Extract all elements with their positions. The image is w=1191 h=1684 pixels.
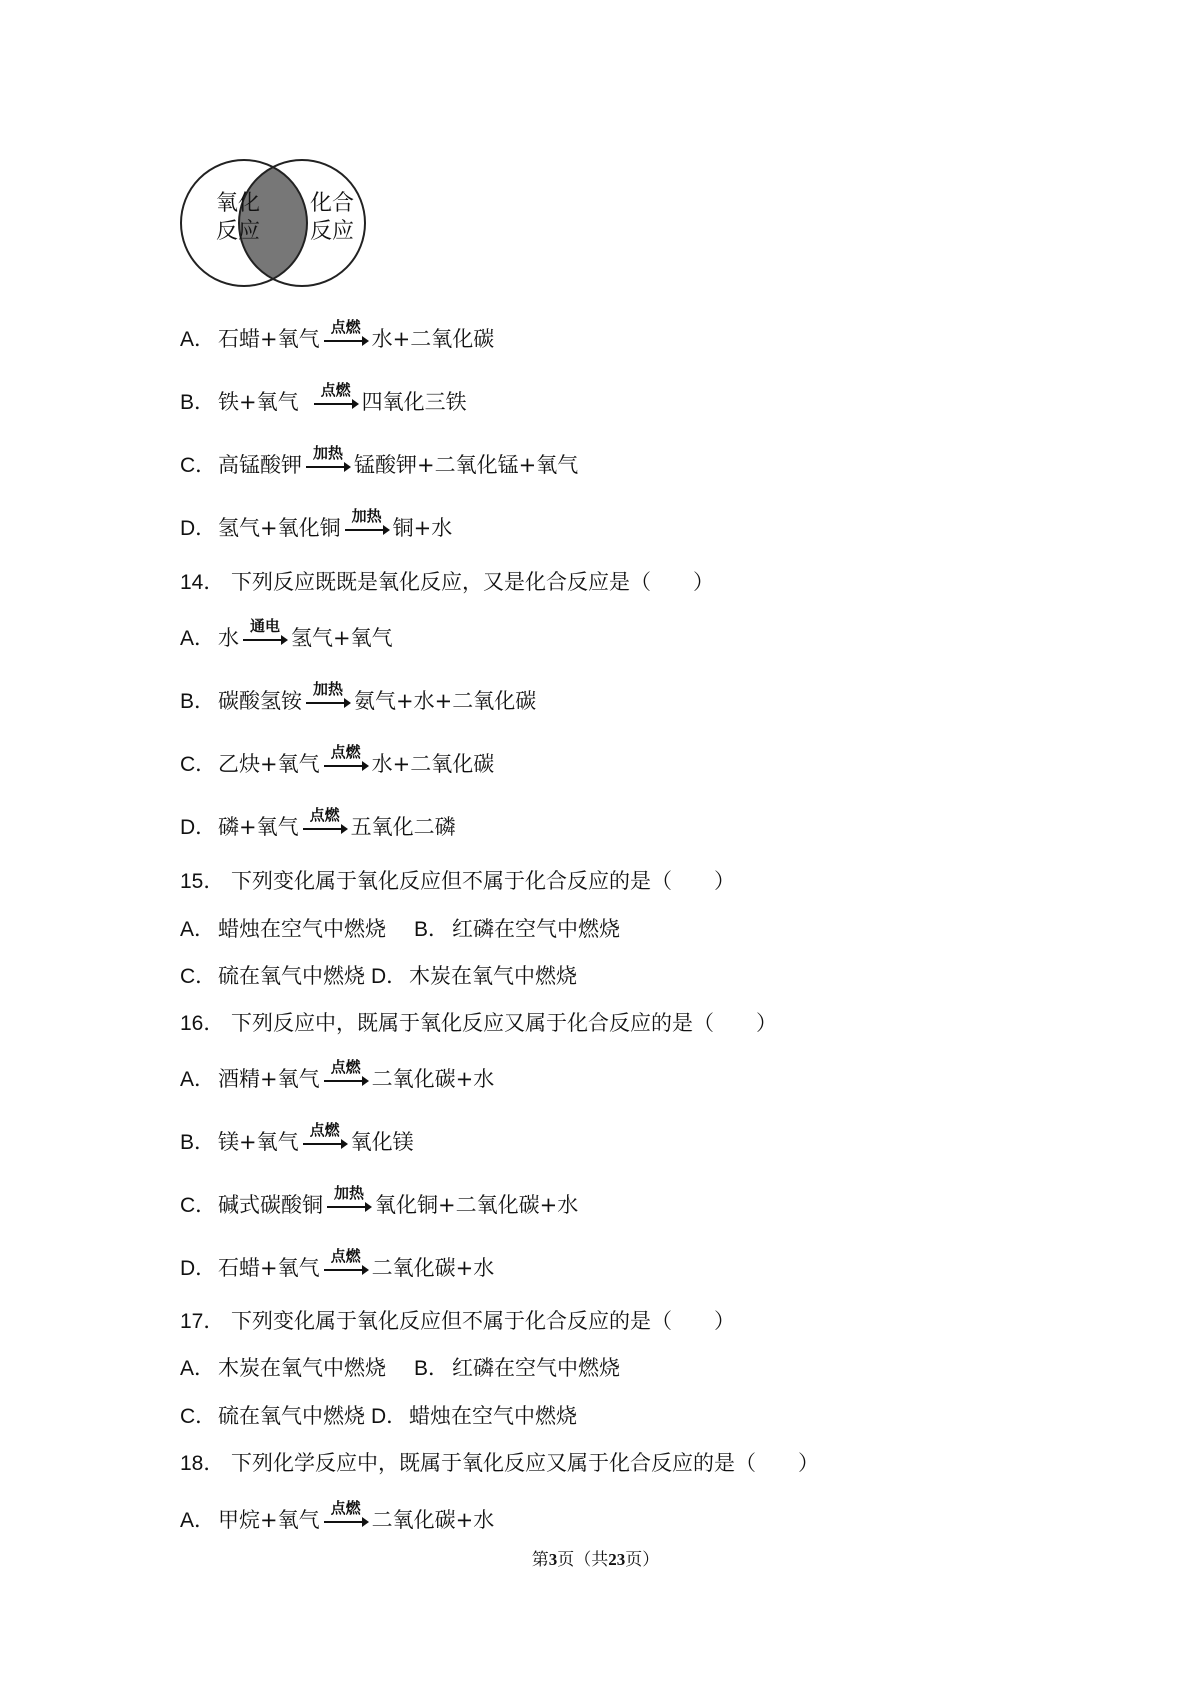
reaction-condition: 点燃 xyxy=(309,1121,340,1139)
page-footer xyxy=(0,1545,1191,1570)
reaction-condition: 点燃 xyxy=(309,806,340,824)
option-text: 蜡烛在空气中燃烧 xyxy=(409,1404,577,1428)
products: 氧化镁 xyxy=(350,1130,414,1154)
q13-option-b xyxy=(180,381,467,418)
reactants: 磷+氧气 xyxy=(218,815,299,839)
option-letter: A． xyxy=(180,1068,216,1091)
q18-stem xyxy=(180,1448,819,1479)
reaction-arrow-icon xyxy=(305,680,351,716)
question-text: 下列化学反应中，既属于氧化反应又属于化合反应的是（ ） xyxy=(231,1451,820,1475)
products: 二氧化碳+水 xyxy=(371,1508,495,1532)
reaction-condition: 点燃 xyxy=(320,381,351,399)
q14-option-b xyxy=(180,680,537,717)
products: 氨气+水+二氧化碳 xyxy=(354,689,537,713)
question-number: 14． xyxy=(180,571,225,594)
reactants: 铁+氧气 xyxy=(218,390,299,414)
question-number: 17． xyxy=(180,1310,225,1333)
question-number: 16． xyxy=(180,1012,225,1035)
venn-right-label-2: 反应 xyxy=(310,219,355,244)
reaction-arrow-icon xyxy=(326,1184,372,1220)
products: 铜+水 xyxy=(392,516,453,540)
reactants: 石蜡+氧气 xyxy=(218,327,320,351)
q17-stem xyxy=(180,1306,735,1337)
footer-suffix: 页） xyxy=(625,1550,660,1569)
q17-options-row-2 xyxy=(180,1401,577,1432)
q14-stem xyxy=(180,567,714,598)
q15-options-row-2 xyxy=(180,961,577,992)
reactants: 碳酸氢铵 xyxy=(218,689,302,713)
q14-option-c xyxy=(180,743,495,780)
option-letter: A． xyxy=(180,627,216,650)
reaction-condition: 加热 xyxy=(312,444,343,462)
reaction-arrow-icon xyxy=(323,1247,369,1283)
reaction-arrow-icon xyxy=(323,1499,369,1535)
reaction-arrow-icon xyxy=(323,318,369,354)
question-number: 18． xyxy=(180,1452,225,1475)
reaction-condition: 点燃 xyxy=(330,318,361,336)
option-letter: D． xyxy=(180,517,217,540)
products: 五氧化二磷 xyxy=(350,815,456,839)
option-letter: A． xyxy=(180,918,216,941)
option-letter: C． xyxy=(180,753,217,776)
footer-prefix: 第 xyxy=(531,1550,549,1569)
total-pages: 23 xyxy=(608,1550,626,1569)
option-letter: B． xyxy=(180,690,216,713)
option-letter: D． xyxy=(180,816,217,839)
reaction-arrow-icon xyxy=(302,806,348,842)
option-text: 硫在氧气中燃烧 xyxy=(218,1404,365,1428)
reaction-arrow-icon xyxy=(305,444,351,480)
q14-option-d xyxy=(180,806,456,843)
reaction-condition: 加热 xyxy=(351,507,382,525)
reaction-condition: 点燃 xyxy=(330,1247,361,1265)
q17-options-row-1 xyxy=(180,1353,620,1384)
question-text: 下列变化属于氧化反应但不属于化合反应的是（ ） xyxy=(231,1309,736,1333)
reactants: 甲烷+氧气 xyxy=(218,1508,320,1532)
reactants: 酒精+氧气 xyxy=(218,1067,320,1091)
reactants: 石蜡+氧气 xyxy=(218,1256,320,1280)
reaction-arrow-icon xyxy=(323,743,369,779)
question-text: 下列反应中，既属于氧化反应又属于化合反应的是（ ） xyxy=(231,1011,778,1035)
q15-stem xyxy=(180,866,735,897)
reactants: 乙炔+氧气 xyxy=(218,752,320,776)
q18-option-a xyxy=(180,1499,495,1536)
option-letter: D． xyxy=(371,965,408,988)
option-text: 红磷在空气中燃烧 xyxy=(452,1356,620,1380)
products: 氢气+氧气 xyxy=(291,626,393,650)
option-letter: B． xyxy=(180,391,216,414)
reaction-condition: 点燃 xyxy=(330,743,361,761)
reactants: 碱式碳酸铜 xyxy=(218,1193,323,1217)
reaction-condition: 加热 xyxy=(312,680,343,698)
q15-options-row-1 xyxy=(180,914,620,945)
option-letter: B． xyxy=(414,1357,450,1380)
products: 二氧化碳+水 xyxy=(371,1067,495,1091)
reaction-arrow-icon xyxy=(242,617,288,653)
q16-stem xyxy=(180,1008,777,1039)
option-letter: C． xyxy=(180,1194,217,1217)
reaction-arrow-icon xyxy=(344,507,390,543)
reaction-arrow-icon xyxy=(313,381,359,417)
products: 水+二氧化碳 xyxy=(371,327,495,351)
q14-option-a xyxy=(180,617,393,654)
option-text: 木炭在氧气中燃烧 xyxy=(218,1356,386,1380)
products: 二氧化碳+水 xyxy=(371,1256,495,1280)
option-letter: A． xyxy=(180,1509,216,1532)
reactants: 氢气+氧化铜 xyxy=(218,516,341,540)
option-letter: D． xyxy=(180,1257,217,1280)
option-text: 硫在氧气中燃烧 xyxy=(218,964,365,988)
products: 水+二氧化碳 xyxy=(371,752,495,776)
q13-option-d xyxy=(180,507,453,544)
reaction-arrow-icon xyxy=(302,1121,348,1157)
reaction-arrow-icon xyxy=(323,1058,369,1094)
q16-option-d xyxy=(180,1247,495,1284)
q13-option-a xyxy=(180,318,495,355)
reaction-condition: 加热 xyxy=(333,1184,364,1202)
option-text: 红磷在空气中燃烧 xyxy=(452,917,620,941)
option-text: 木炭在氧气中燃烧 xyxy=(409,964,577,988)
option-letter: C． xyxy=(180,965,217,988)
reactants: 镁+氧气 xyxy=(218,1130,299,1154)
question-text: 下列变化属于氧化反应但不属于化合反应的是（ ） xyxy=(231,869,736,893)
products: 氧化铜+二氧化碳+水 xyxy=(375,1193,579,1217)
option-letter: C． xyxy=(180,454,217,477)
question-number: 15． xyxy=(180,870,225,893)
reaction-condition: 通电 xyxy=(249,617,280,635)
venn-left-label-2: 反应 xyxy=(216,219,261,244)
reactants: 高锰酸钾 xyxy=(218,453,302,477)
products: 四氧化三铁 xyxy=(361,390,467,414)
reactants: 水 xyxy=(218,626,239,650)
q16-option-b xyxy=(180,1121,414,1158)
reaction-condition: 点燃 xyxy=(330,1058,361,1076)
reaction-condition: 点燃 xyxy=(330,1499,361,1517)
q16-option-c xyxy=(180,1184,579,1221)
products: 锰酸钾+二氧化锰+氧气 xyxy=(354,453,579,477)
page-number: 3 xyxy=(548,1550,558,1569)
option-letter: A． xyxy=(180,328,216,351)
venn-left-label-1: 氧化 xyxy=(216,191,261,216)
option-letter: A． xyxy=(180,1357,216,1380)
q13-option-c xyxy=(180,444,579,481)
venn-diagram xyxy=(178,157,368,289)
option-letter: B． xyxy=(180,1131,216,1154)
option-letter: C． xyxy=(180,1405,217,1428)
q16-option-a xyxy=(180,1058,495,1095)
option-letter: B． xyxy=(414,918,450,941)
option-letter: D． xyxy=(371,1405,408,1428)
question-text: 下列反应既既是氧化反应，又是化合反应是（ ） xyxy=(231,570,715,594)
venn-right-label-1: 化合 xyxy=(310,191,355,216)
footer-middle: 页（共 xyxy=(557,1550,609,1569)
option-text: 蜡烛在空气中燃烧 xyxy=(218,917,386,941)
